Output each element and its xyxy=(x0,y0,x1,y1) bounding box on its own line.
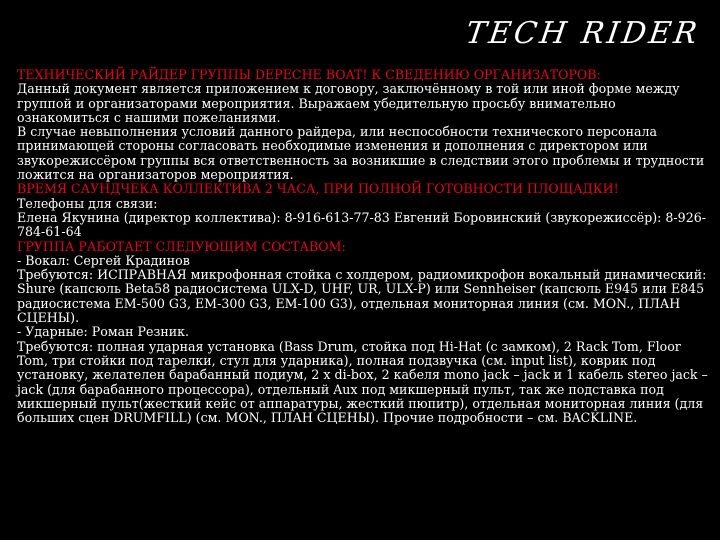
vocal-member: - Вокал: Сергей Крадинов xyxy=(17,252,190,268)
vocal-requirements: Требуются: ИСПРАВНАЯ микрофонная стойка с холдером, радиомикрофон вокальный динамический: Shure (капсюль Beta58 радиосистема ULX-D, UHF, UR, ULX-P) или Sennheiser (капсюль E945 или E845 радиосистема EM-500 G3, EM-300 G3, EM-100 G3), отдельная мониторная линия (см. MON., ПЛАН СЦЕНЫ). xyxy=(17,267,707,326)
lineup-heading: ГРУППА РАБОТАЕТ СЛЕДУЮЩИМ СОСТАВОМ: xyxy=(17,238,346,254)
soundcheck-notice: ВРЕМЯ САУНДЧЕКА КОЛЛЕКТИВА 2 ЧАСА, ПРИ ПОЛНОЙ ГОТОВНОСТИ ПЛОЩАДКИ! xyxy=(17,181,619,197)
responsibility-paragraph: В случае невыполнения условий данного райдера, или неспособности технического персонала принимающей стороны согласовать необходимые изменения и дополнения с директором или звукорежиссёром группы вся ответственность за возникшие в следствии этого проблемы и трудности ложится на организаторов мероприятия. xyxy=(17,124,705,183)
drums-requirements: Требуются: полная ударная установка (Bass Drum, стойка под Hi-Hat (с замком), 2 Rack Tom, Floor Tom, три стойки под тарелки, стул для ударника), полная подзвучка (см. input list), коврик под установку, желателен барабанный подиум, 2 х di-box, 2 кабеля mono jack – jack и 1 кабель stereo jack – jack (для барабанного процессора), отдельный Aux под микшерный пульт, так же подставка под микшерный пульт(жесткий кейс от аппаратуры, жесткий пюпитр), отдельная мониторная линия (для больших сцен DRUMFILL) (см. MON., ПЛАН СЦЕНЫ). Прочие подробности – см. BACKLINE. xyxy=(17,338,708,426)
rider-heading: ТЕХНИЧЕСКИЙ РАЙДЕР ГРУППЫ DEPECHE BOAT! К СВЕДЕНИЮ ОРГАНИЗАТОРОВ: xyxy=(17,67,601,82)
slide-title: TECH RIDER xyxy=(464,16,703,51)
rider-text xyxy=(17,68,709,425)
drums-member: - Ударные: Роман Резник. xyxy=(17,324,190,340)
contacts-paragraph: Елена Якунина (директор коллектива): 8-916-613-77-83 Евгений Боровинский (звукорежиссёр): 8-926-784-61-64 xyxy=(17,209,706,240)
contacts-heading: Телефоны для связи: xyxy=(17,195,158,211)
intro-paragraph: Данный документ является приложением к договору, заключённому в той или иной форме между группой и организаторами мероприятия. Выражаем убедительную просьбу внимательно ознакомиться с нашими пожеланиями. xyxy=(17,81,680,125)
